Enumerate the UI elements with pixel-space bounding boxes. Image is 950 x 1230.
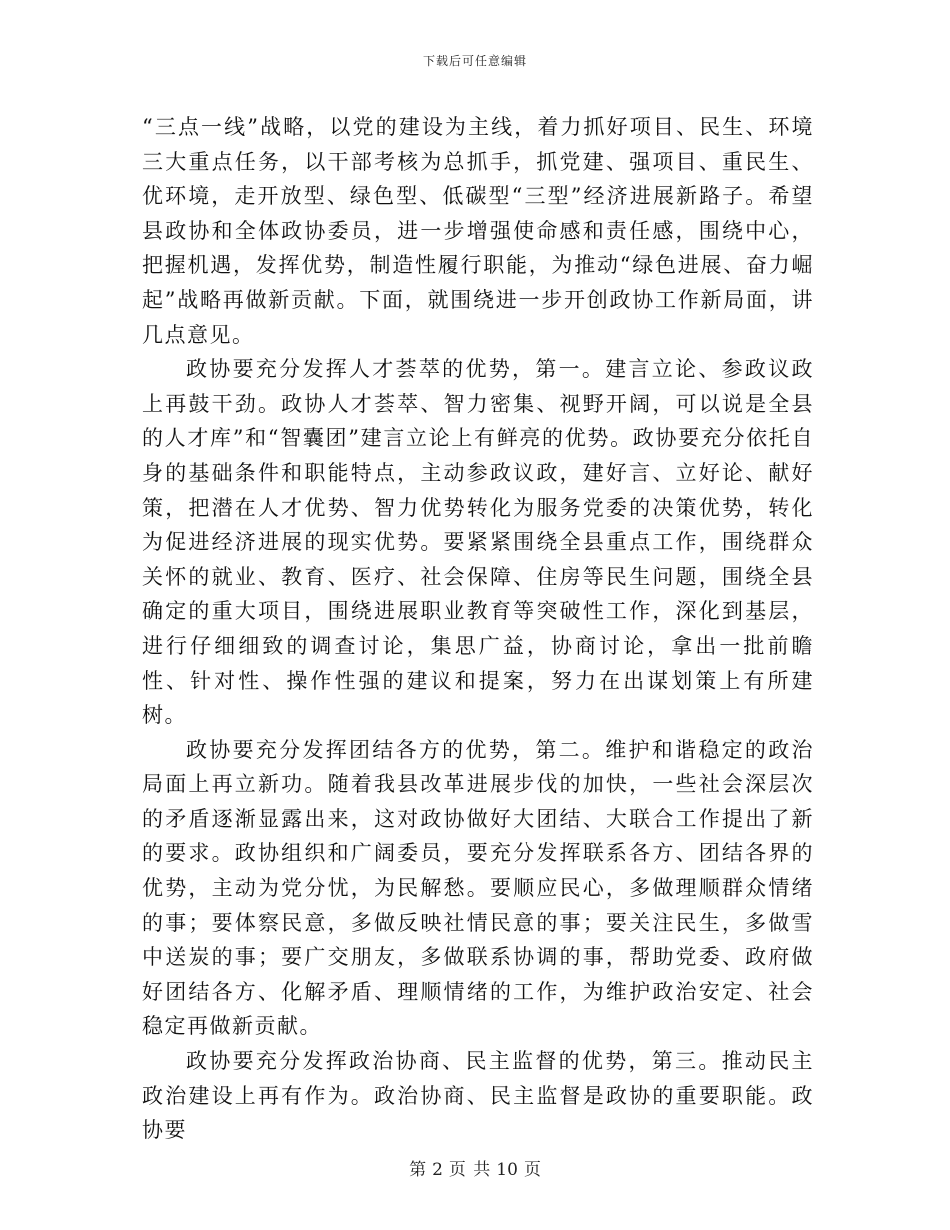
footer-prefix: 第 [409, 1160, 427, 1180]
paragraph-second-point: 政协要充分发挥团结各方的优势，第二。维护和谐稳定的政治局面上再立新功。随着我县改革进展步伐的加快，一些社会深层次的矛盾逐渐显露出来，这对政协做好大团结、大联合工作提出了新的要求。政协组织和广阔委员，要充分发挥联系各方、团结各界的优势，主动为党分忧，为民解愁。要顺应民心，多做理顺群众情绪的事；要体察民意，多做反映社情民意的事；要关注民生，多做雪中送炭的事；要广交朋友，多做联系协调的事，帮助党委、政府做好团结各方、化解矛盾、理顺情绪的工作，为维护政治安定、社会稳定再做新贡献。 [142, 737, 814, 1039]
document-body [142, 110, 814, 1148]
footer-middle: 页 共 [448, 1160, 491, 1180]
paragraph-first-point: 政协要充分发挥人才荟萃的优势，第一。建言立论、参政议政上再鼓干劲。政协人才荟萃、智力密集、视野开阔，可以说是全县的人才库”和“智囊团”建言立论上有鲜亮的优势。政协要充分依托自身的基础条件和职能特点，主动参政议政，建好言、立好论、献好策，把潜在人才优势、智力优势转化为服务党委的决策优势，转化为促进经济进展的现实优势。要紧紧围绕全县重点工作，围绕群众关怀的就业、教育、医疗、社会保障、住房等民生问题，围绕全县确定的重大项目，围绕进展职业教育等突破性工作，深化到基层，进行仔细细致的调查讨论，集思广益，协商讨论，拿出一批前瞻性、针对性、操作性强的建议和提案，努力在出谋划策上有所建树。 [142, 357, 814, 728]
paragraph-third-point: 政协要充分发挥政治协商、民主监督的优势，第三。推动民主政治建设上再有作为。政治协商、民主监督是政协的重要职能。政协要 [142, 1049, 814, 1143]
footer-suffix: 页 [523, 1160, 541, 1180]
page-footer [0, 1155, 950, 1180]
total-page-count: 10 [496, 1160, 518, 1180]
current-page-number: 2 [432, 1160, 443, 1180]
page-header: 下载后可任意编辑 [422, 54, 527, 68]
paragraph-continuation: “三点一线”战略，以党的建设为主线，着力抓好项目、民生、环境三大重点任务，以干部考核为总抓手，抓党建、强项目、重民生、优环境，走开放型、绿色型、低碳型“三型”经济进展新路子。希望县政协和全体政协委员，进一步增强使命感和责任感，围绕中心，把握机遇，发挥优势，制造性履行职能，为推动“绿色进展、奋力崛起”战略再做新贡献。下面，就围绕进一步开创政协工作新局面，讲几点意见。 [142, 115, 814, 347]
